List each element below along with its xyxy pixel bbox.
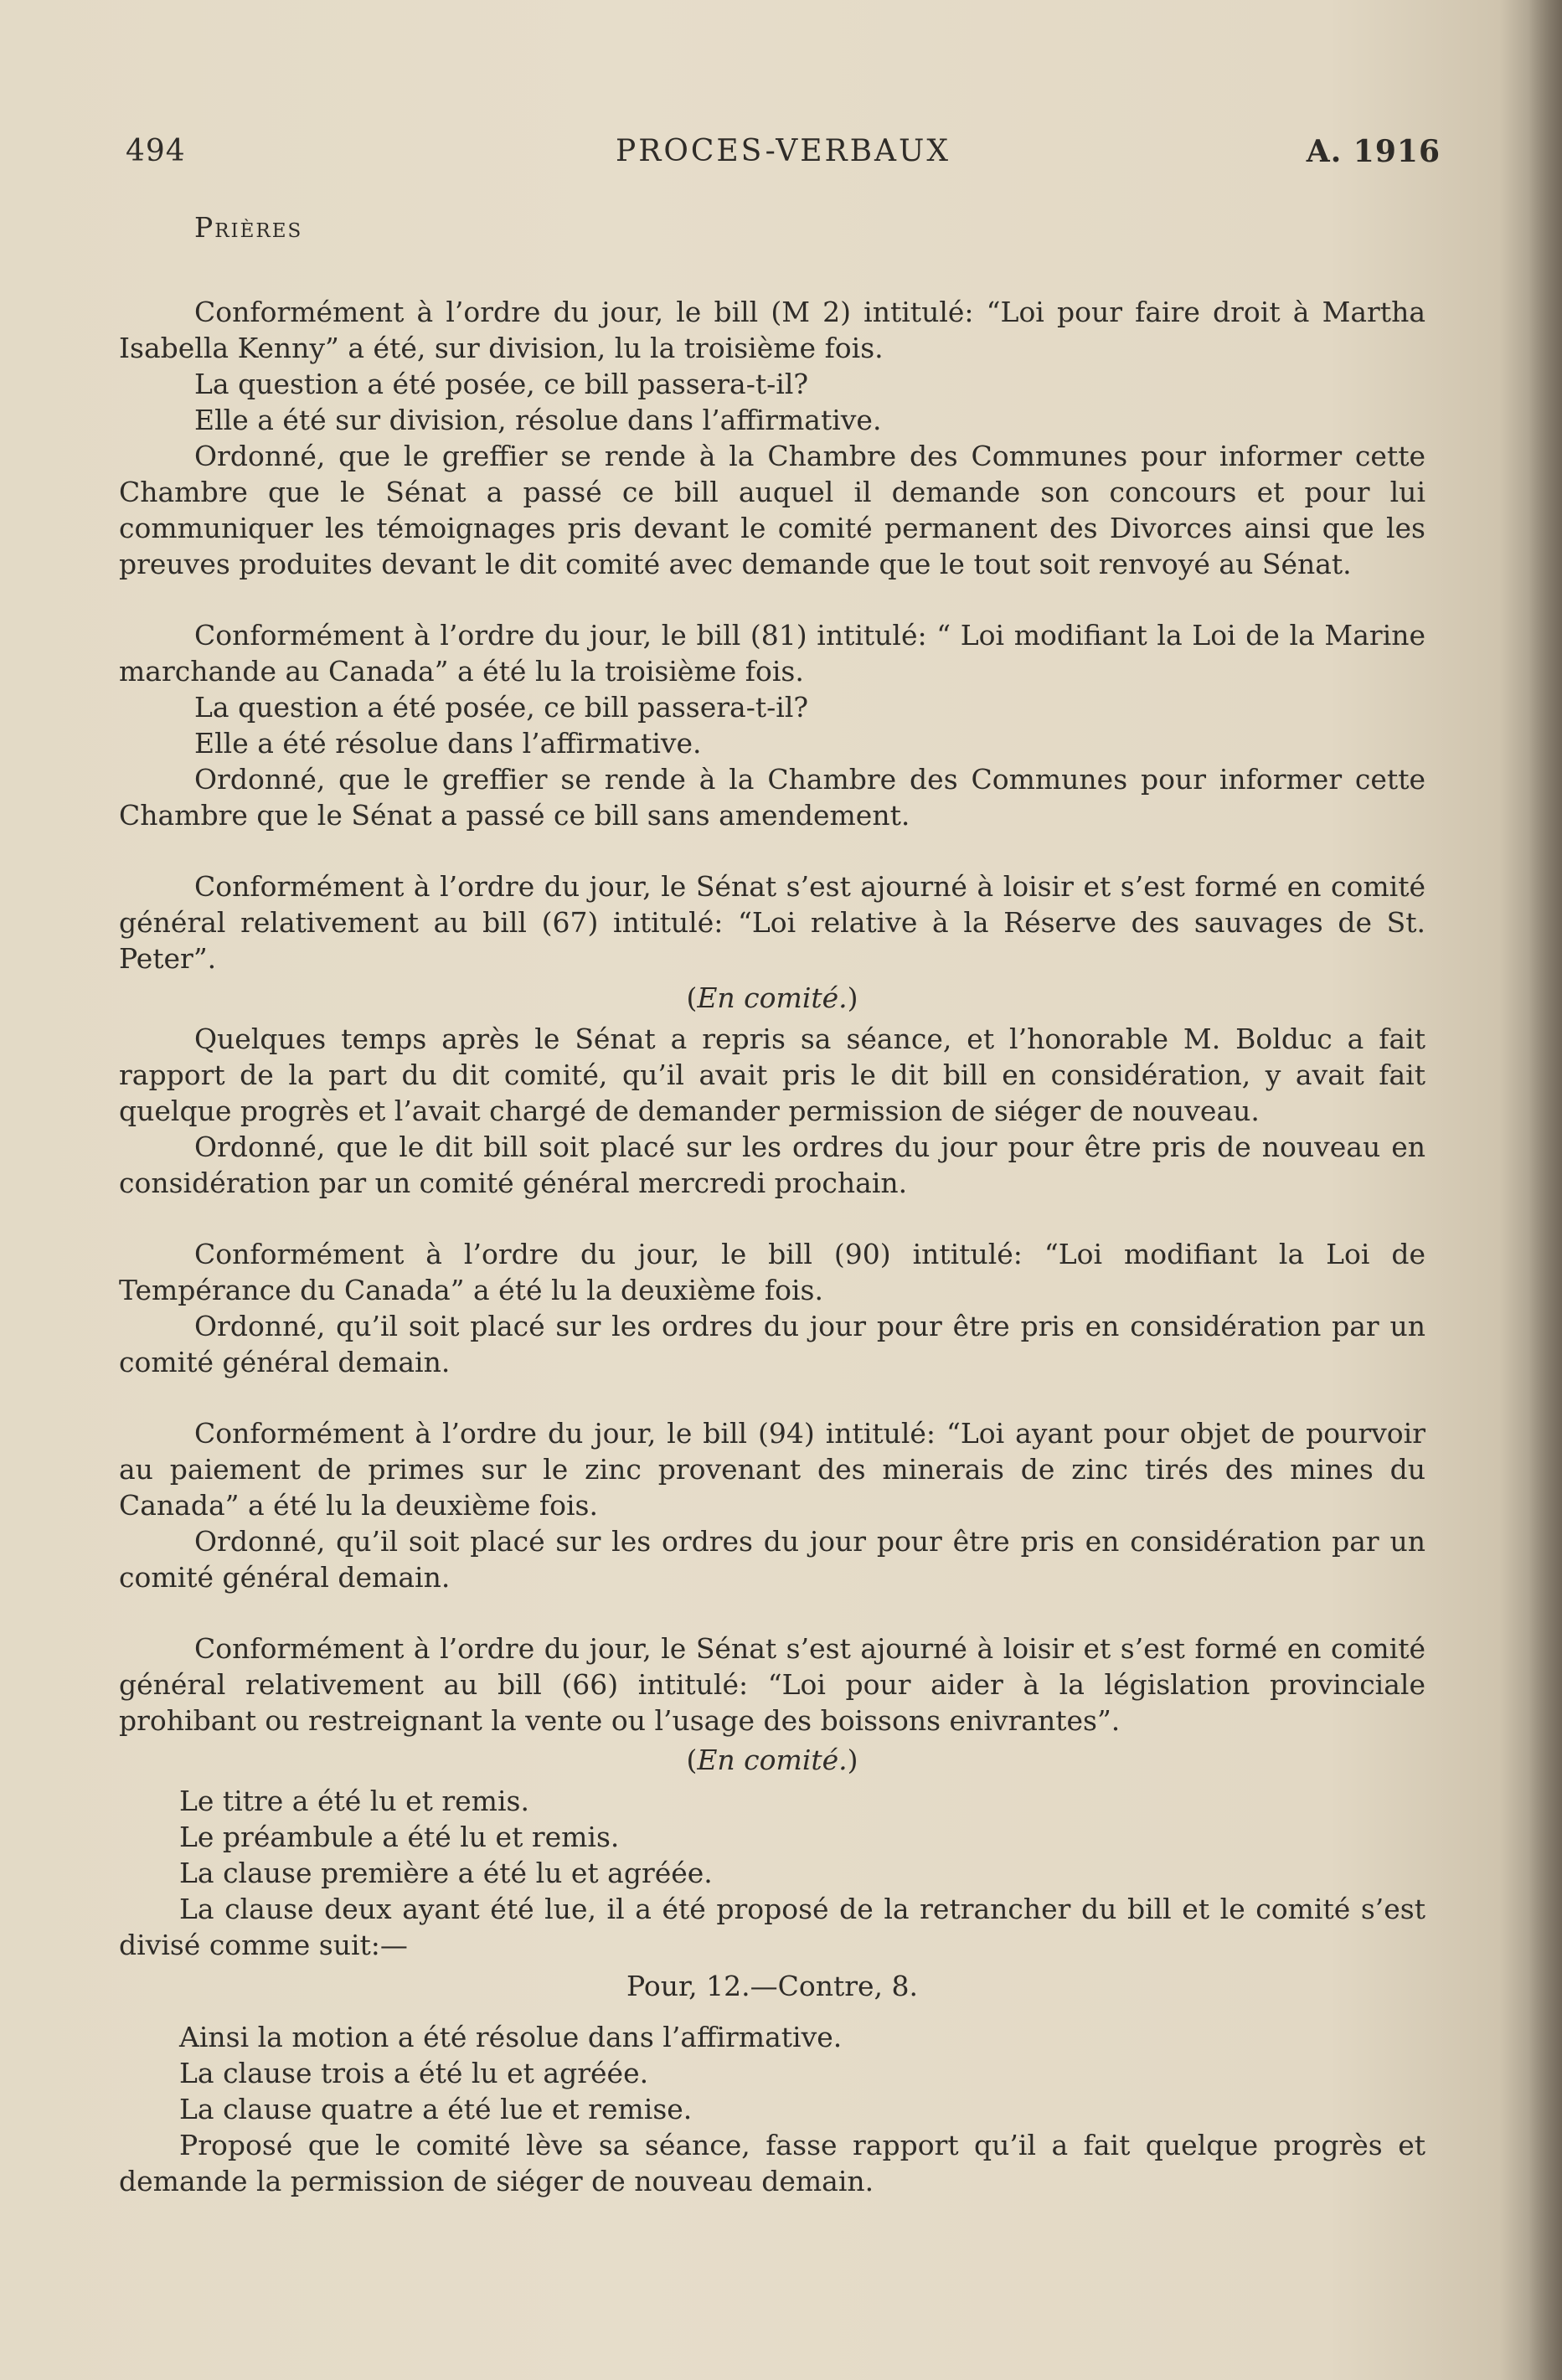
paragraph: Conformément à l’ordre du jour, le Sénat s’est ajourné à loisir et s’est formé en comité général relativement au bill (67) intitulé: “Loi relative à la Réserve des sauvages de St. Peter”. (119, 870, 1425, 975)
proceeding-bill-67 (119, 868, 1425, 1201)
paragraph: La clause trois a été lu et agréée. (179, 2057, 649, 2089)
paragraph: Proposé que le comité lève sa séance, fasse rapport qu’il a fait quelque progrès et demande la permission de siéger de nouveau demain. (119, 2129, 1425, 2197)
page-number: 494 (126, 134, 186, 168)
proceeding-bill-94 (119, 1415, 1425, 1595)
vote-result: Pour, 12.—Contre, 8. (626, 1970, 918, 2002)
page-edge-shadow (1528, 0, 1562, 2380)
paragraph: Le titre a été lu et remis. (179, 1785, 529, 1817)
paragraph: La clause quatre a été lue et remise. (179, 2093, 693, 2125)
paragraph: Le préambule a été lu et remis. (179, 1821, 620, 1853)
paragraph: Ordonné, que le greffier se rende à la Chambre des Communes pour informer cette Chambre que le Sénat a passé ce bill auquel il demande son concours et pour lui communiquer les témoignages pris devant le comité permanent des Divorces ainsi que les preuves produites devant le dit comité avec demande que le tout soit renvoyé au Sénat. (119, 440, 1425, 580)
paragraph: Elle a été sur division, résolue dans l’affirmative. (194, 404, 882, 436)
en-comite-heading: (En comité.) (686, 1744, 858, 1776)
paragraph: Conformément à l’ordre du jour, le bill (81) intitulé: “ Loi modifiant la Loi de la Marine marchande au Canada” a été lu la troisième fois. (119, 619, 1425, 688)
en-comite-heading: (En comité.) (686, 981, 858, 1014)
running-title: PROCES-VERBAUX (616, 134, 951, 168)
en-comite-text: En comité. (697, 981, 848, 1014)
proceeding-bill-66 (119, 1630, 1425, 2199)
paragraph: La question a été posée, ce bill passera-t-il? (194, 368, 809, 400)
section-title: Prières (194, 211, 303, 244)
paragraph: Ordonné, que le dit bill soit placé sur les ordres du jour pour être pris de nouveau en considération par un comité général mercredi prochain. (119, 1131, 1425, 1199)
page-header (126, 134, 1441, 176)
paragraph: Conformément à l’ordre du jour, le Sénat s’est ajourné à loisir et s’est formé en comité général relativement au bill (66) intitulé: “Loi pour aider à la législation provinciale prohibant ou restreignant la vente ou l’usage des boissons enivrantes”. (119, 1632, 1425, 1737)
paragraph: Ainsi la motion a été résolue dans l’affirmative. (179, 2021, 843, 2053)
year-label: A. 1916 (1306, 134, 1441, 169)
paragraph: Quelques temps après le Sénat a repris sa séance, et l’honorable M. Bolduc a fait rapport de la part du dit comité, qu’il avait pris le dit bill en considération, y avait fait quelque progrès et l’avait chargé de demander permission de siéger de nouveau. (119, 1023, 1425, 1127)
paragraph: Conformément à l’ordre du jour, le bill (90) intitulé: “Loi modifiant la Loi de Tempérance du Canada” a été lu la deuxième fois. (119, 1238, 1425, 1306)
proceeding-bill-m2 (119, 294, 1425, 582)
paragraph: La question a été posée, ce bill passera-t-il? (194, 691, 809, 724)
page-content (119, 209, 1425, 2234)
paragraph: Conformément à l’ordre du jour, le bill (94) intitulé: “Loi ayant pour objet de pourvoir au paiement de primes sur le zinc provenant des minerais de zinc tirés des mines du Canada” a été lu la deuxième fois. (119, 1417, 1425, 1522)
paragraph: La clause première a été lu et agréée. (179, 1857, 713, 1889)
paragraph: Elle a été résolue dans l’affirmative. (194, 727, 702, 760)
proceeding-bill-90 (119, 1236, 1425, 1380)
paragraph: La clause deux ayant été lue, il a été proposé de la retrancher du bill et le comité s’est divisé comme suit:— (119, 1893, 1425, 1961)
paragraph: Ordonné, que le greffier se rende à la Chambre des Communes pour informer cette Chambre que le Sénat a passé ce bill sans amendement. (119, 763, 1425, 832)
proceeding-bill-81 (119, 617, 1425, 833)
paragraph: Conformément à l’ordre du jour, le bill (M 2) intitulé: “Loi pour faire droit à Martha Isabella Kenny” a été, sur division, lu la troisième fois. (119, 296, 1425, 364)
paragraph: Ordonné, qu’il soit placé sur les ordres du jour pour être pris en considération par un comité général demain. (119, 1525, 1425, 1594)
paragraph: Ordonné, qu’il soit placé sur les ordres du jour pour être pris en considération par un comité général demain. (119, 1310, 1425, 1378)
en-comite-text: En comité. (697, 1744, 848, 1776)
